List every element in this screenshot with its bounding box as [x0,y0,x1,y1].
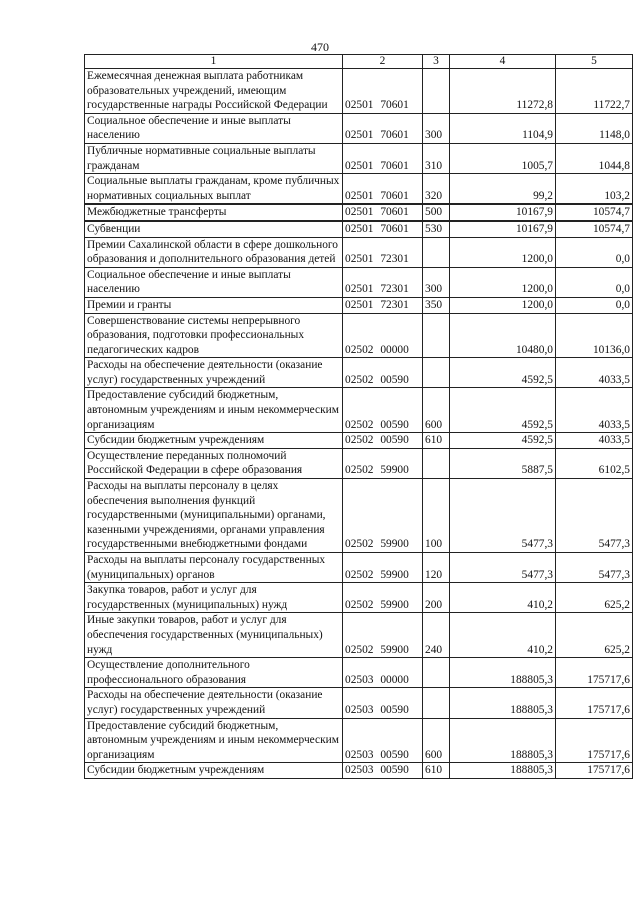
cell-name: Социальное обеспечение и иные выплаты населению [85,113,343,143]
cell-code: 02502 59900 [343,613,423,658]
cell-expense-type [423,358,450,388]
cell-expense-type: 120 [423,553,450,583]
cell-name: Расходы на обеспечение деятельности (оказание услуг) государственных учреждений [85,688,343,718]
column-header-4: 4 [450,55,556,69]
cell-value-col5: 5477,3 [556,479,633,553]
cell-expense-type: 530 [423,221,450,237]
cell-expense-type: 320 [423,174,450,205]
table-row [85,358,633,388]
cell-value-col4: 5477,3 [450,479,556,553]
cell-expense-type [423,237,450,267]
cell-expense-type: 600 [423,718,450,763]
cell-name: Закупка товаров, работ и услуг для государственных (муниципальных) нужд [85,583,343,613]
cell-code: 02502 59900 [343,448,423,478]
cell-name: Социальное обеспечение и иные выплаты населению [85,267,343,297]
table-row [85,583,633,613]
cell-name: Расходы на выплаты персоналу в целях обеспечения выполнения функций государственными (муниципальными) органами, казенными учреждениями, органами управления государственными внебюджетными фондами [85,479,343,553]
table-row [85,718,633,763]
cell-value-col4: 410,2 [450,613,556,658]
cell-code: 02501 70601 [343,174,423,205]
cell-name: Расходы на обеспечение деятельности (оказание услуг) государственных учреждений [85,358,343,388]
cell-value-col5: 10574,7 [556,221,633,237]
table-row [85,267,633,297]
cell-name: Предоставление субсидий бюджетным, автономным учреждениям и иным некоммерческим организациям [85,388,343,433]
cell-value-col4: 188805,3 [450,658,556,688]
cell-name: Иные закупки товаров, работ и услуг для обеспечения государственных (муниципальных) нужд [85,613,343,658]
cell-name: Социальные выплаты гражданам, кроме публичных нормативных социальных выплат [85,174,343,205]
cell-name: Осуществление дополнительного профессионального образования [85,658,343,688]
table-row [85,69,633,114]
cell-code: 02502 00590 [343,358,423,388]
cell-expense-type: 310 [423,143,450,173]
cell-value-col5: 175717,6 [556,658,633,688]
cell-code: 02501 70601 [343,113,423,143]
cell-expense-type [423,313,450,358]
cell-code: 02502 00590 [343,388,423,433]
cell-expense-type: 100 [423,479,450,553]
cell-expense-type: 600 [423,388,450,433]
table-row [85,688,633,718]
table-row [85,479,633,553]
cell-expense-type: 350 [423,297,450,313]
cell-value-col5: 625,2 [556,583,633,613]
cell-expense-type [423,448,450,478]
table-row [85,433,633,449]
cell-name: Ежемесячная денежная выплата работникам образовательных учреждений, имеющим государственные награды Российской Федерации [85,69,343,114]
cell-expense-type [423,688,450,718]
cell-name: Субвенции [85,221,343,237]
cell-code: 02502 00000 [343,313,423,358]
table-row [85,143,633,173]
cell-value-col5: 1148,0 [556,113,633,143]
cell-value-col4: 188805,3 [450,718,556,763]
cell-name: Публичные нормативные социальные выплаты гражданам [85,143,343,173]
cell-code: 02501 70601 [343,221,423,237]
cell-value-col5: 0,0 [556,297,633,313]
cell-value-col5: 0,0 [556,267,633,297]
cell-name: Премии и гранты [85,297,343,313]
cell-value-col4: 5477,3 [450,553,556,583]
cell-value-col4: 1200,0 [450,297,556,313]
table-row [85,658,633,688]
cell-name: Расходы на выплаты персоналу государственных (муниципальных) органов [85,553,343,583]
table-row [85,204,633,221]
cell-expense-type [423,69,450,114]
cell-value-col4: 10167,9 [450,204,556,221]
cell-expense-type: 610 [423,763,450,779]
table-row [85,388,633,433]
cell-name: Субсидии бюджетным учреждениям [85,763,343,779]
cell-code: 02501 72301 [343,267,423,297]
cell-value-col5: 1044,8 [556,143,633,173]
cell-code: 02503 00590 [343,688,423,718]
cell-code: 02502 59900 [343,583,423,613]
cell-expense-type: 200 [423,583,450,613]
cell-expense-type: 500 [423,204,450,221]
cell-value-col5: 103,2 [556,174,633,205]
page-number: 470 [311,40,329,54]
column-header-3: 3 [423,55,450,69]
cell-value-col5: 625,2 [556,613,633,658]
table-row [85,553,633,583]
cell-code: 02503 00590 [343,763,423,779]
cell-value-col4: 1005,7 [450,143,556,173]
cell-code: 02501 70601 [343,69,423,114]
cell-value-col5: 175717,6 [556,763,633,779]
column-header-1: 1 [85,55,343,69]
cell-value-col4: 410,2 [450,583,556,613]
cell-code: 02501 72301 [343,297,423,313]
cell-code: 02501 70601 [343,204,423,221]
cell-value-col4: 5887,5 [450,448,556,478]
cell-name: Совершенствование системы непрерывного образования, подготовки профессиональных педагогических кадров [85,313,343,358]
cell-value-col4: 10167,9 [450,221,556,237]
cell-value-col4: 1200,0 [450,267,556,297]
cell-name: Премии Сахалинской области в сфере дошкольного образования и дополнительного образования детей [85,237,343,267]
cell-name: Осуществление переданных полномочий Российской Федерации в сфере образования [85,448,343,478]
cell-expense-type: 240 [423,613,450,658]
table-row [85,297,633,313]
table-row [85,613,633,658]
column-header-5: 5 [556,55,633,69]
cell-code: 02501 70601 [343,143,423,173]
cell-value-col4: 1200,0 [450,237,556,267]
cell-value-col5: 175717,6 [556,718,633,763]
cell-value-col5: 11722,7 [556,69,633,114]
cell-code: 02502 59900 [343,479,423,553]
cell-value-col5: 4033,5 [556,388,633,433]
cell-value-col4: 99,2 [450,174,556,205]
cell-value-col4: 10480,0 [450,313,556,358]
table-row [85,237,633,267]
table-row [85,113,633,143]
cell-value-col5: 4033,5 [556,433,633,449]
cell-code: 02501 72301 [343,237,423,267]
table-row [85,763,633,779]
cell-name: Субсидии бюджетным учреждениям [85,433,343,449]
cell-expense-type: 300 [423,267,450,297]
cell-value-col5: 10136,0 [556,313,633,358]
cell-value-col5: 4033,5 [556,358,633,388]
cell-code: 02503 00590 [343,718,423,763]
cell-code: 02502 00590 [343,433,423,449]
table-row [85,174,633,205]
table-row [85,448,633,478]
cell-expense-type: 300 [423,113,450,143]
cell-name: Межбюджетные трансферты [85,204,343,221]
cell-value-col4: 188805,3 [450,763,556,779]
cell-value-col4: 4592,5 [450,433,556,449]
table-row [85,313,633,358]
cell-expense-type [423,658,450,688]
cell-value-col5: 10574,7 [556,204,633,221]
cell-expense-type: 610 [423,433,450,449]
cell-value-col5: 5477,3 [556,553,633,583]
cell-value-col4: 1104,9 [450,113,556,143]
table-header-row [85,55,633,69]
cell-value-col4: 11272,8 [450,69,556,114]
budget-table [84,54,633,779]
cell-value-col4: 188805,3 [450,688,556,718]
cell-code: 02503 00000 [343,658,423,688]
cell-value-col5: 175717,6 [556,688,633,718]
cell-value-col5: 6102,5 [556,448,633,478]
column-header-2: 2 [343,55,423,69]
cell-value-col4: 4592,5 [450,388,556,433]
cell-value-col5: 0,0 [556,237,633,267]
cell-code: 02502 59900 [343,553,423,583]
table-row [85,221,633,237]
cell-value-col4: 4592,5 [450,358,556,388]
cell-name: Предоставление субсидий бюджетным, автономным учреждениям и иным некоммерческим организациям [85,718,343,763]
